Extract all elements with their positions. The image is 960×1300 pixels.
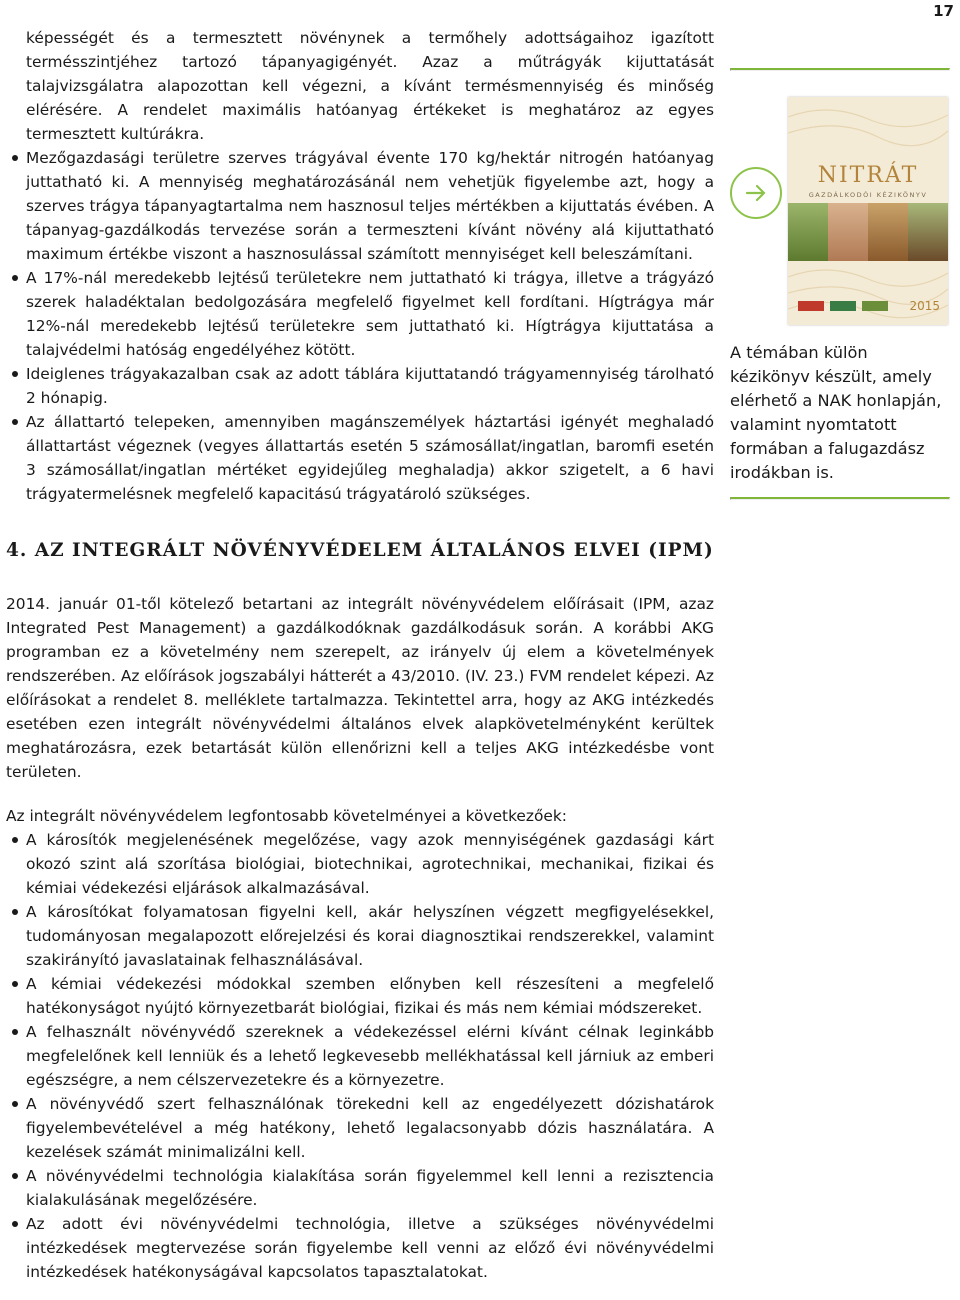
list-item: A 17%-nál meredekebb lejtésű területekre nem juttatható ki trágya, illetve a trágyázó szerek haladéktalan bedolgozására megfelelő figyelmet kell fordítani. Hígtrágya már 12%-nál meredekebb lejtésű területekre sem juttatható ki. Hígtrágya kijuttatása a talajvédelmi hatóság engedélyéhez kötött. [6, 266, 714, 362]
book-logos [798, 301, 888, 311]
logo-mark [830, 301, 856, 311]
paragraph-spacer [6, 784, 714, 804]
logo-mark [798, 301, 824, 311]
arrow-right-icon [730, 167, 782, 219]
book-photo-strip [788, 203, 948, 261]
main-text-column [6, 26, 714, 506]
sidebar-caption: A témában külön kézikönyv készült, amely elérhető a NAK honlapján, valamint nyomtatott formában a falugazdász irodákban is. [730, 343, 942, 482]
lower-text-column [6, 592, 714, 1284]
requirements-list [6, 828, 714, 1284]
book-cover-image [788, 97, 948, 325]
list-item: Mezőgazdasági területre szerves trágyával évente 170 kg/hektár nitrogén hatóanyag juttatható ki. A mennyiség meghatározásánál nem vehetjük figyelembe azt, hogy a szerves trágya tápanyagtartalma nem hasznosul teljes mértékben a kijuttatás évében. A tápanyag-gazdálkodás tervezése során a termeszteni kívánt növény alá kijuttatható maximum értékbe viszont a hasznosulással számított mennyiséget kell beleszámítani. [6, 146, 714, 266]
list-item: A növényvédő szert felhasználónak törekedni kell az engedélyezett dózishatárok figyelembevételével a még hatékony, lehető legalacsonyabb dózis használatára. A kezelések számát minimalizálni kell. [6, 1092, 714, 1164]
book-subtitle: GAZDÁLKODÓI KÉZIKÖNYV [808, 191, 928, 199]
sidebar-cover-row [730, 71, 950, 333]
logo-mark [862, 301, 888, 311]
list-item: Az állattartó telepeken, amennyiben magánszemélyek háztartási igényét meghaladó állattartást végeznek (vegyes állattartás esetén 5 számosállat/ingatlan, baromfi esetén 3 számosállat/ingatlan mértéket egyidejűleg meghaladja) akkor szigetelt, a 6 havi trágyatermelésnek megfelelő kapacitású trágyatároló szükséges. [6, 410, 714, 506]
top-bullet-list [6, 146, 714, 506]
list-item: Az adott évi növényvédelmi technológia, illetve a szükséges növényvédelmi intézkedések megtervezése során figyelembe kell venni az előző évi növényvédelmi intézkedések hatékonyságával kapcsolatos tapasztalatokat. [6, 1212, 714, 1284]
list-item: A kémiai védekezési módokkal szemben előnyben kell részesíteni a megfelelő hatékonyságot nyújtó környezetbarát biológiai, fizikai és más nem kémiai módszereket. [6, 972, 714, 1020]
section-heading: 4. AZ INTEGRÁLT NÖVÉNYVÉDELEM ÁLTALÁNOS ELVEI (IPM) [6, 540, 714, 561]
sidebar-box [730, 68, 950, 500]
list-item: A károsítók megjelenésének megelőzése, vagy azok mennyiségének gazdasági kárt okozó szint alá szorítása biológiai, biotechnikai, agrotechnikai, mechanikai, fizikai és kémiai védekezési eljárások alkalmazásával. [6, 828, 714, 900]
book-title: NITRÁT [817, 163, 919, 188]
book-year: 2015 [909, 299, 940, 313]
page-number: 17 [933, 2, 954, 20]
sidebar-bottom-rule [730, 497, 950, 500]
lower-paragraph: 2014. január 01-től kötelező betartani az integrált növényvédelem előírásait (IPM, azaz Integrated Pest Management) a gazdálkodóknak gazdálkodásuk során. A korábbi AKG programban ez a követelmény nem szerepelt, az irányelv új elem a követelmények rendszerében. Az előírások jogszabályi hátterét a 43/2010. (IV. 23.) FVM rendelet képezi. Az előírásokat a rendelet 8. melléklete tartalmazza. Tekintettel arra, hogy az AKG intézkedés esetében ezen integrált növényvédelmi általános elvek alapkövetelményként kerültek meghatározásra, ezek betartását külön ellenőrizni kell a teljes AKG intézkedésbe vont területen. [6, 595, 714, 781]
lower-intro: Az integrált növényvédelem legfontosabb követelményei a következőek: [6, 807, 567, 825]
list-item: A károsítókat folyamatosan figyelni kell, akár helyszínen végzett megfigyelésekkel, tudományosan megalapozott előrejelzési és korai diagnosztikai rendszerekkel, valamint szakirányító javaslatainak felhasználásával. [6, 900, 714, 972]
list-item: Ideiglenes trágyakazalban csak az adott táblára kijuttatandó trágyamennyiség tárolható 2 hónapig. [6, 362, 714, 410]
list-item: A felhasznált növényvédő szereknek a védekezéssel elérni kívánt célnak leginkább megfelelőnek kell lenniük és a lehető legkevesebb mellékhatással kell járniuk az emberi egészségre, a nem célszervezetekre és a környezetre. [6, 1020, 714, 1092]
top-paragraph: képességét és a termesztett növénynek a termőhely adottságaihoz igazított termésszintjéhez tartozó tápanyagigényét. Azaz a műtrágyák kijuttatását talajvizsgálatra alapozottan kell végezni, a kívánt termésmennyiség és minőség elérésére. A rendelet maximális hatóanyag értékeket is meghatároz az egyes termesztett kultúrákra. [26, 29, 714, 143]
list-item: A növényvédelmi technológia kialakítása során figyelemmel kell lenni a rezisztencia kialakulásának megelőzésére. [6, 1164, 714, 1212]
